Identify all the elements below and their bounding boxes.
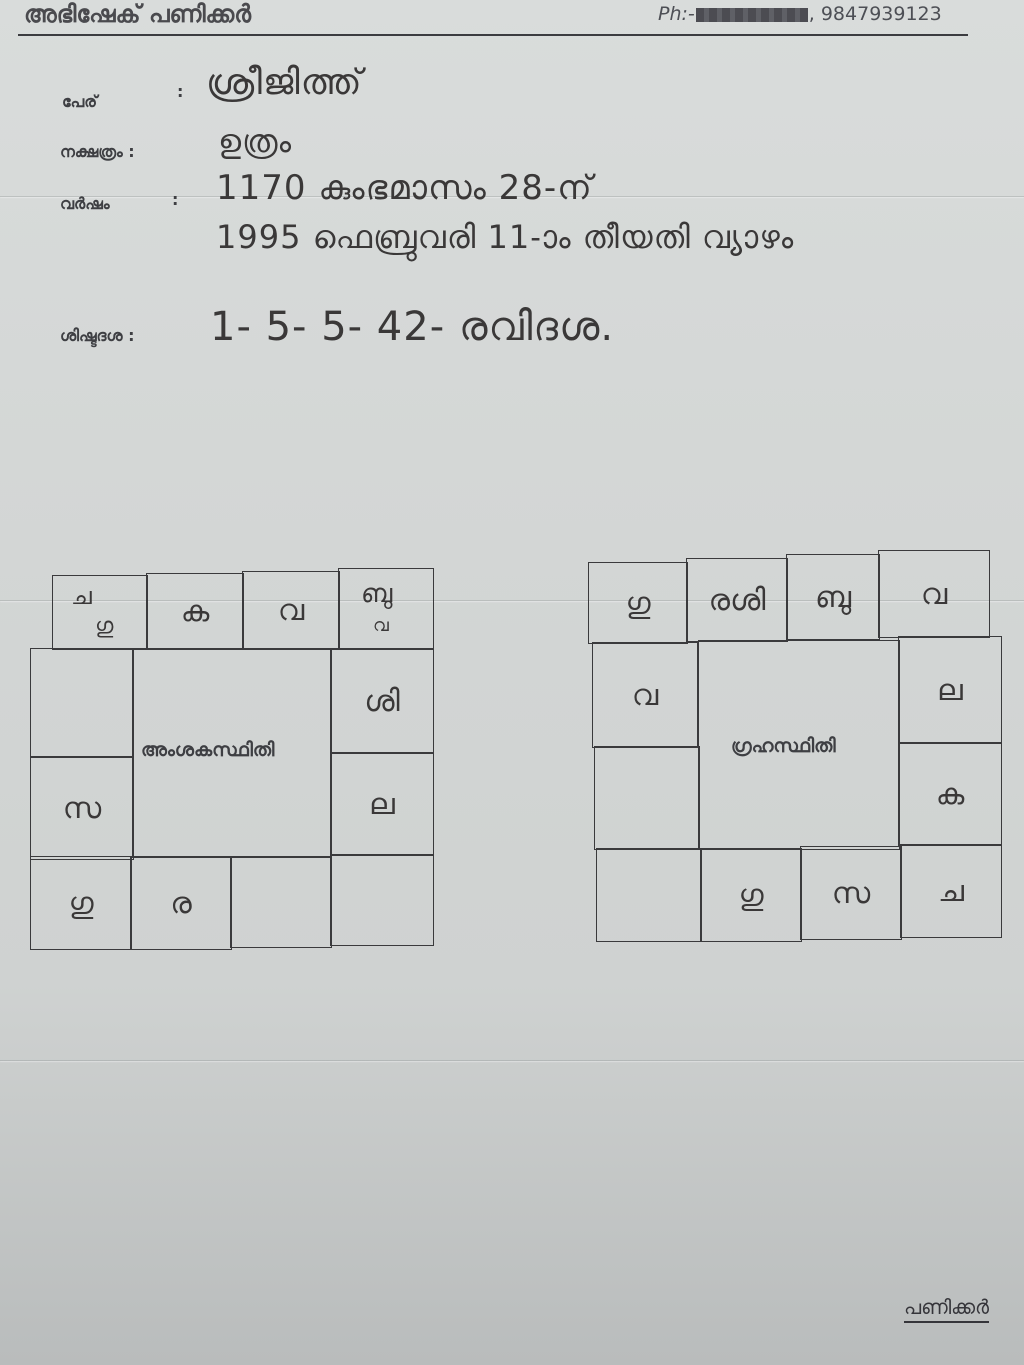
amsaka-cell (146, 573, 244, 650)
phone-number (658, 3, 942, 25)
redacted-number (696, 8, 808, 22)
star-value: ഉത്രം (218, 122, 293, 160)
graha-planet: ച (938, 873, 964, 909)
amsaka-cell (330, 648, 434, 754)
amsaka-cell (52, 575, 148, 650)
astrologer-name: അഭിഷേക് പണിക്കർ (24, 0, 251, 28)
amsaka-cell (338, 568, 434, 650)
amsaka-cell (30, 856, 132, 950)
name-colon: : (177, 82, 184, 101)
name-label: പേര് (62, 92, 98, 111)
phone-value: , 9847939123 (808, 3, 942, 25)
year-label: വർഷം (60, 194, 110, 213)
graha-cell (786, 554, 880, 640)
graha-planet: ഗു (625, 585, 651, 621)
graha-center (698, 640, 900, 850)
graha-planet: രശി (708, 582, 766, 618)
amsaka-planet: ക (180, 594, 210, 629)
graha-planet: ക (935, 776, 965, 812)
amsaka-cell (30, 648, 134, 758)
amsaka-planet: ബു (361, 579, 393, 609)
amsaka-cell (230, 856, 332, 948)
amsaka-center-label: അംശകസ്ഥിതി (141, 739, 275, 761)
phone-prefix: Ph:- (658, 3, 695, 25)
graha-center-label: ഗ്രഹസ്ഥിതി (731, 735, 836, 757)
amsaka-planet: ശി (364, 683, 400, 719)
amsaka-cell (330, 752, 434, 856)
amsaka-planet: വ (373, 615, 389, 636)
amsaka-cell (242, 571, 340, 650)
amsaka-planet: ച (71, 582, 92, 610)
amsaka-planet: ര (170, 885, 192, 921)
graha-cell (700, 848, 802, 942)
graha-planet: ല (937, 672, 963, 708)
graha-planet: ഗു (738, 877, 764, 913)
graha-planet: സ (831, 875, 871, 911)
amsaka-planet: വ (277, 593, 305, 628)
year-line-2: 1995 ഫെബ്രുവരി 11-ാം തീയതി വ്യാഴം (216, 218, 795, 256)
amsaka-cell (30, 756, 134, 860)
amsaka-planet: ല (369, 786, 395, 822)
graha-cell (898, 636, 1002, 744)
amsaka-planet: ഗു (95, 614, 114, 639)
graha-cell (686, 558, 788, 642)
amsaka-center (132, 648, 332, 858)
graha-cell (588, 562, 688, 644)
fold-line (0, 1060, 1024, 1061)
header-divider (18, 34, 968, 36)
graha-cell (594, 746, 700, 850)
star-label: നക്ഷത്രം : (60, 142, 135, 161)
year-colon: : (172, 190, 179, 209)
dasha-value: 1- 5- 5- 42- രവിദശ. (210, 304, 615, 350)
amsaka-planet: സ (62, 790, 102, 826)
graha-cell (592, 642, 698, 748)
graha-cell (898, 742, 1002, 846)
graha-planet: വ (920, 576, 948, 612)
graha-planet: ബു (814, 579, 852, 615)
graha-cell (900, 844, 1002, 938)
amsaka-cell (130, 856, 232, 950)
signature: പണിക്കർ (904, 1295, 989, 1323)
dasha-label: ശിഷ്ടദശ : (60, 326, 135, 345)
graha-planet: വ (631, 677, 659, 713)
amsaka-cell (330, 854, 434, 946)
amsaka-planet: ഗു (68, 885, 94, 921)
year-line-1: 1170 കുംഭമാസം 28-ന് (216, 168, 593, 208)
graha-cell (596, 848, 702, 942)
graha-cell (878, 550, 990, 638)
name-value: ശ്രീജിത്ത് (206, 62, 363, 103)
graha-cell (800, 846, 902, 940)
